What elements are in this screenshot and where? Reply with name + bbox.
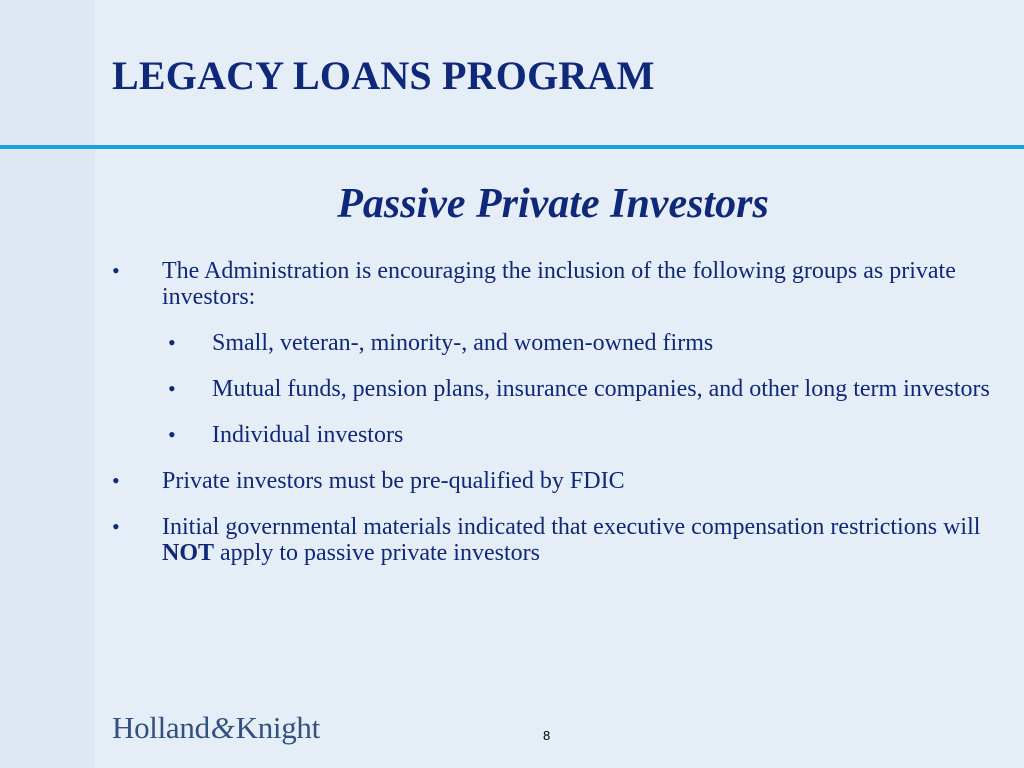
bullet-list — [112, 258, 992, 586]
list-item-text: Mutual funds, pension plans, insurance companies, and other long term investors — [212, 376, 990, 402]
slide-header — [0, 0, 1024, 145]
bullet-icon: • — [168, 330, 176, 355]
page-number: 8 — [543, 728, 551, 743]
logo-ampersand: & — [210, 710, 235, 745]
list-item — [112, 514, 992, 566]
list-item — [112, 258, 992, 310]
list-item — [112, 468, 992, 494]
sub-list-item — [112, 376, 992, 402]
emphasis-text: NOT — [162, 540, 215, 566]
bullet-icon: • — [112, 468, 120, 493]
list-item-text — [162, 514, 980, 566]
slide-subtitle: Passive Private Investors — [337, 181, 769, 227]
logo-word-knight: Knight — [235, 710, 320, 745]
sub-list-item — [112, 422, 992, 448]
bullet-icon: • — [112, 514, 120, 539]
list-item-text: Private investors must be pre-qualified by FDIC — [162, 468, 625, 494]
text-before-emphasis: Initial governmental materials indicated that executive compensation restrictions will — [162, 514, 981, 540]
header-divider — [0, 145, 1024, 149]
sub-list-item — [112, 330, 992, 356]
list-item-text: The Administration is encouraging the inclusion of the following groups as private investors: — [162, 258, 956, 310]
list-item-text: Small, veteran-, minority-, and women-owned firms — [212, 330, 714, 356]
text-after-emphasis: apply to passive private investors — [214, 540, 540, 566]
list-item-text: Individual investors — [212, 422, 404, 448]
holland-knight-logo — [112, 710, 320, 746]
bullet-icon: • — [168, 422, 176, 447]
bullet-icon: • — [168, 376, 176, 401]
slide-title: LEGACY LOANS PROGRAM — [112, 53, 655, 98]
logo-word-holland: Holland — [112, 710, 210, 745]
bullet-icon: • — [112, 258, 120, 283]
